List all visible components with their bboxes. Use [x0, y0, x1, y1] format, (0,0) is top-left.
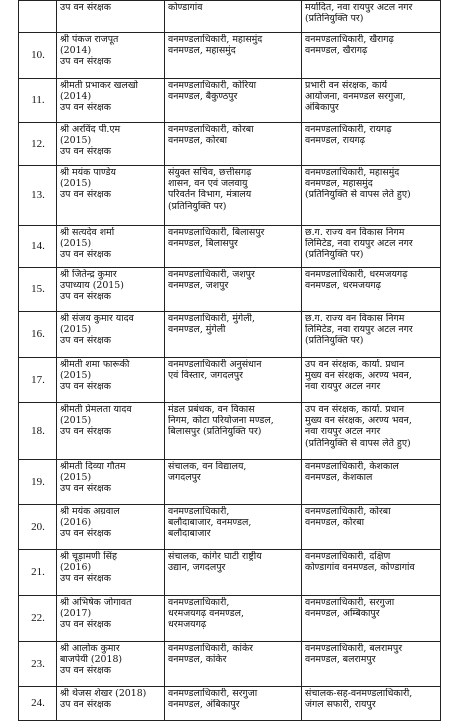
officer-name-cell — [57, 226, 165, 268]
current-posting-cell — [165, 550, 302, 596]
table-row — [19, 226, 441, 268]
officer-name-cell — [57, 687, 165, 721]
table-row — [19, 642, 441, 687]
cell-text-line: वनमण्डल, केशकाल — [305, 472, 373, 484]
cell-text-line: वनमण्डल, कोरबा — [168, 135, 228, 147]
table-row — [19, 505, 441, 550]
cell-text-line: वनमण्डलाधिकारी, रायगढ़ — [305, 124, 392, 135]
new-posting-cell — [302, 33, 441, 79]
cell-text-line: (प्रतिनियुक्ति पर) — [305, 249, 364, 261]
serial-number-cell: 20. — [19, 505, 57, 550]
table-row — [19, 79, 441, 123]
cell-text-line: संचालक-सह-वनमण्डलाधिकारी, — [305, 688, 413, 699]
cell-text-line: वनमण्डल, मुंगेली — [168, 324, 226, 336]
cell-text-line: आयोजना, वनमण्डल सरगुजा, — [305, 91, 406, 103]
table-row — [19, 312, 441, 358]
cell-text-line: बलौदाबाजार, वनमण्डल, — [168, 517, 252, 529]
cell-text-line: (2015) — [60, 370, 92, 382]
cell-text-line: उपाध्याय (2015) — [60, 280, 124, 292]
cell-text-line: वनमण्डलाधिकारी, कोरिया — [168, 80, 257, 91]
table-row — [19, 460, 441, 505]
cell-text-line: (प्रतिनियुक्ति से वापस लेते हुए) — [305, 437, 411, 449]
table-row — [19, 166, 441, 226]
serial-number-cell: 14. — [19, 226, 57, 268]
cell-text-line: वनमण्डलाधिकारी, कोरबा — [305, 506, 391, 517]
cell-text-line: उद्यान, जगदलपुर — [168, 562, 226, 574]
table-row — [19, 268, 441, 312]
cell-text-line: वनमण्डलाधिकारी, सरगुजा — [305, 597, 395, 608]
cell-text-line: श्री सत्यदेव शर्मा — [60, 227, 115, 238]
cell-text-line: परिवर्तन विभाग, मंत्रालय — [168, 189, 252, 201]
cell-text-line: वनमण्डल, जशपुर — [168, 280, 229, 292]
cell-text-line: वनमण्डल, कांकेर — [168, 654, 227, 666]
cell-text-line: वनमण्डलाधिकारी, कांकेर — [168, 643, 253, 654]
cell-text-line: श्रीमती शमा फारूकी — [60, 359, 130, 370]
cell-text-line: उप वन संरक्षक — [60, 573, 111, 585]
officer-name-cell — [57, 33, 165, 79]
cell-text-line: श्री जितेन्द्र कुमार — [60, 269, 117, 280]
cell-text-line: (2015) — [60, 135, 92, 147]
cell-text-line: जगदलपुर — [168, 472, 201, 484]
serial-number-cell: 19. — [19, 460, 57, 505]
officer-name-cell — [57, 550, 165, 596]
cell-text-line: लिमिटेड, नवा रायपुर अटल नगर — [305, 324, 413, 336]
cell-text-line: (2015) — [60, 324, 92, 336]
current-posting-cell — [165, 166, 302, 226]
new-posting-cell — [302, 1, 441, 33]
cell-text-line: उप वन संरक्षक — [60, 189, 111, 201]
serial-number-cell: 10. — [19, 33, 57, 79]
current-posting-cell — [165, 505, 302, 550]
cell-text-line: वनमण्डल, खैरागढ़ — [305, 45, 368, 57]
cell-text-line: उप वन संरक्षक — [60, 2, 111, 13]
cell-text-line: श्री थेजस शेखर (2018) — [60, 688, 147, 699]
new-posting-cell — [302, 268, 441, 312]
cell-text-line: वनमण्डल, महासमुंद — [305, 178, 373, 190]
cell-text-line: (2015) — [60, 472, 92, 484]
cell-text-line: (प्रतिनियुक्ति पर) — [168, 200, 227, 212]
cell-text-line: जंगल सफारी, रायपुर — [305, 699, 376, 711]
officer-name-cell — [57, 460, 165, 505]
table-row — [19, 687, 441, 721]
cell-text-line: धरमजयगढ़ वनमण्डल, — [168, 608, 244, 620]
table-row — [19, 596, 441, 642]
current-posting-cell — [165, 687, 302, 721]
current-posting-cell — [165, 268, 302, 312]
cell-text-line: श्री अरविंद पी.एम — [60, 124, 121, 135]
cell-text-line: श्री पंकज राजपूत — [60, 34, 119, 45]
cell-text-line: धरमजयगढ़ — [168, 619, 207, 631]
officer-name-cell — [57, 1, 165, 33]
officer-name-cell — [57, 358, 165, 403]
officer-name-cell — [57, 123, 165, 166]
cell-text-line: उप वन संरक्षक, कार्या. प्रधान — [305, 404, 405, 415]
cell-text-line: उप वन संरक्षक — [60, 381, 111, 393]
cell-text-line: वनमण्डल, कोरबा — [305, 517, 365, 529]
cell-text-line: बिलासपुर (प्रतिनियुक्ति पर) — [168, 426, 262, 438]
cell-text-line: उप वन संरक्षक — [60, 56, 111, 68]
current-posting-cell — [165, 33, 302, 79]
cell-text-line: संचालक, कांगेर घाटी राष्ट्रीय — [168, 551, 262, 562]
cell-text-line: श्री चूड़ामणी सिंह — [60, 551, 117, 562]
current-posting-cell — [165, 312, 302, 358]
cell-text-line: वनमण्डलाधिकारी, — [168, 597, 230, 608]
cell-text-line: मुख्य वन संरक्षक, अरण्य भवन, — [305, 415, 412, 427]
cell-text-line: वनमण्डलाधिकारी, मुंगेली, — [168, 313, 255, 324]
cell-text-line: उप वन संरक्षक — [60, 335, 111, 347]
cell-text-line: वनमण्डलाधिकारी, बिलासपुर — [168, 227, 265, 238]
current-posting-cell — [165, 226, 302, 268]
current-posting-cell — [165, 79, 302, 123]
transfer-order-table — [18, 0, 441, 721]
cell-text-line: उप वन संरक्षक — [60, 426, 111, 438]
cell-text-line: (प्रतिनियुक्ति से वापस लेते हुए) — [305, 189, 411, 201]
cell-text-line: (2016) — [60, 562, 92, 574]
cell-text-line: वनमण्डल, बिलासपुर — [168, 238, 238, 250]
cell-text-line: वनमण्डल, महासमुंद — [168, 45, 236, 57]
cell-text-line: श्रीमती दिव्या गौतम — [60, 461, 126, 472]
new-posting-cell — [302, 596, 441, 642]
cell-text-line: नवा रायपुर अटल नगर — [305, 381, 381, 393]
cell-text-line: (2015) — [60, 178, 92, 190]
new-posting-cell — [302, 460, 441, 505]
officer-name-cell — [57, 166, 165, 226]
cell-text-line: वनमण्डलाधिकारी, महासमुंद — [168, 34, 263, 45]
cell-text-line: उप वन संरक्षक — [60, 291, 111, 303]
officer-name-cell — [57, 268, 165, 312]
cell-text-line: वनमण्डल, रायगढ़ — [305, 135, 366, 147]
current-posting-cell — [165, 642, 302, 687]
new-posting-cell — [302, 505, 441, 550]
table-row — [19, 358, 441, 403]
current-posting-cell — [165, 403, 302, 460]
cell-text-line: एवं विस्तार, जगदलपुर — [168, 370, 243, 382]
cell-text-line: वनमण्डलाधिकारी अनुसंधान — [168, 359, 262, 370]
cell-text-line: बाजपेयी (2018) — [60, 654, 123, 666]
serial-number-cell: 11. — [19, 79, 57, 123]
serial-number-cell: 18. — [19, 403, 57, 460]
current-posting-cell — [165, 358, 302, 403]
cell-text-line: निगम, कोटा परियोजना मण्डल, — [168, 415, 274, 427]
cell-text-line: उप वन संरक्षक, कार्या. प्रधान — [305, 359, 405, 370]
table-row — [19, 1, 441, 33]
officer-name-cell — [57, 403, 165, 460]
serial-number-cell: 22. — [19, 596, 57, 642]
new-posting-cell — [302, 312, 441, 358]
cell-text-line: (2014) — [60, 45, 92, 57]
cell-text-line: वनमण्डल, अम्बिकापुर — [305, 608, 380, 620]
table-row — [19, 550, 441, 596]
new-posting-cell — [302, 642, 441, 687]
cell-text-line: (2015) — [60, 415, 92, 427]
officer-name-cell — [57, 642, 165, 687]
cell-text-line: वनमण्डलाधिकारी, कोरबा — [168, 124, 254, 135]
cell-text-line: वनमण्डल, धरमजयगढ़ — [305, 280, 381, 292]
current-posting-cell — [165, 460, 302, 505]
new-posting-cell — [302, 226, 441, 268]
cell-text-line: (प्रतिनियुक्ति पर) — [305, 13, 364, 25]
table-row — [19, 33, 441, 79]
new-posting-cell — [302, 550, 441, 596]
cell-text-line: श्री मयंक पाण्डेय — [60, 167, 116, 178]
officer-name-cell — [57, 79, 165, 123]
cell-text-line: शासन, वन एवं जलवायु — [168, 178, 248, 190]
new-posting-cell — [302, 403, 441, 460]
cell-text-line: वनमण्डलाधिकारी, खैरागढ़ — [305, 34, 394, 45]
cell-text-line: छ.ग. राज्य वन विकास निगम — [305, 313, 405, 324]
cell-text-line: (2015) — [60, 238, 92, 250]
cell-text-line: श्रीमती प्रेमलता यादव — [60, 404, 132, 415]
cell-text-line: उप वन संरक्षक — [60, 249, 111, 261]
serial-number-cell: 24. — [19, 687, 57, 721]
cell-text-line: उप वन संरक्षक — [60, 699, 111, 711]
cell-text-line: मर्यादित, नवा रायपुर अटल नगर — [305, 2, 413, 13]
new-posting-cell — [302, 687, 441, 721]
cell-text-line: संचालक, वन विद्यालय, — [168, 461, 247, 472]
cell-text-line: लिमिटेड, नवा रायपुर अटल नगर — [305, 238, 413, 250]
new-posting-cell — [302, 123, 441, 166]
cell-text-line: छ.ग. राज्य वन विकास निगम — [305, 227, 405, 238]
cell-text-line: वनमण्डल, अंबिकापुर — [168, 699, 240, 711]
current-posting-cell — [165, 596, 302, 642]
officer-name-cell — [57, 505, 165, 550]
cell-text-line: अंबिकापुर — [305, 102, 339, 114]
cell-text-line: (2014) — [60, 91, 92, 103]
cell-text-line: उप वन संरक्षक — [60, 146, 111, 158]
table-row — [19, 123, 441, 166]
cell-text-line: वनमण्डलाधिकारी, बलरामपुर — [305, 643, 403, 654]
cell-text-line: श्री आलोक कुमार — [60, 643, 120, 654]
cell-text-line: (2016) — [60, 517, 92, 529]
cell-text-line: श्री मयंक अग्रवाल — [60, 506, 120, 517]
cell-text-line: वनमण्डलाधिकारी, धरमजयगढ़ — [305, 269, 408, 280]
table-row — [19, 403, 441, 460]
cell-text-line: वनमण्डलाधिकारी, महासमुंद — [305, 167, 400, 178]
cell-text-line: श्री संजय कुमार यादव — [60, 313, 134, 324]
current-posting-cell — [165, 123, 302, 166]
serial-number-cell: 23. — [19, 642, 57, 687]
cell-text-line: उप वन संरक्षक — [60, 619, 111, 631]
officer-name-cell — [57, 596, 165, 642]
cell-text-line: उप वन संरक्षक — [60, 528, 111, 540]
cell-text-line: वनमण्डल, बलरामपुर — [305, 654, 376, 666]
cell-text-line: उप वन संरक्षक — [60, 483, 111, 495]
cell-text-line: वनमण्डलाधिकारी, दक्षिण — [305, 551, 391, 562]
cell-text-line: मंडल प्रबंधक, वन विकास — [168, 404, 255, 415]
cell-text-line: (2017) — [60, 608, 92, 620]
cell-text-line: वनमण्डलाधिकारी, जशपुर — [168, 269, 255, 280]
cell-text-line: प्रभारी वन संरक्षक, कार्य — [305, 80, 388, 91]
serial-number-cell: 16. — [19, 312, 57, 358]
cell-text-line: मुख्य वन संरक्षक, अरण्य भवन, — [305, 370, 412, 382]
serial-number-cell: 21. — [19, 550, 57, 596]
officer-name-cell — [57, 312, 165, 358]
table-body — [19, 1, 441, 721]
cell-text-line: नवा रायपुर अटल नगर — [305, 426, 381, 438]
cell-text-line: बलौदाबाजार — [168, 528, 211, 540]
cell-text-line: श्री अभिषेक जोगावत — [60, 597, 132, 608]
new-posting-cell — [302, 358, 441, 403]
current-posting-cell — [165, 1, 302, 33]
cell-text-line: वनमण्डलाधिकारी, केशकाल — [305, 461, 399, 472]
serial-number-cell: 15. — [19, 268, 57, 312]
new-posting-cell — [302, 79, 441, 123]
serial-number-cell: 13. — [19, 166, 57, 226]
cell-text-line: कोण्डागांव — [168, 2, 203, 13]
cell-text-line: वनमण्डल, बैकुण्ठपुर — [168, 91, 238, 103]
cell-text-line: श्रीमती प्रभाकर खलखो — [60, 80, 138, 91]
serial-number-cell: 12. — [19, 123, 57, 166]
serial-number-cell — [19, 1, 57, 33]
cell-text-line: वनमण्डलाधिकारी, सरगुजा — [168, 688, 258, 699]
cell-text-line: उप वन संरक्षक — [60, 102, 111, 114]
serial-number-cell: 17. — [19, 358, 57, 403]
new-posting-cell — [302, 166, 441, 226]
cell-text-line: वनमण्डलाधिकारी, — [168, 506, 230, 517]
cell-text-line: (प्रतिनियुक्ति पर) — [305, 335, 364, 347]
cell-text-line: कोण्डागांव वनमण्डल, कोण्डागांव — [305, 562, 415, 574]
cell-text-line: उप वन संरक्षक — [60, 665, 111, 677]
cell-text-line: संयुक्त सचिव, छत्तीसगढ़ — [168, 167, 252, 178]
